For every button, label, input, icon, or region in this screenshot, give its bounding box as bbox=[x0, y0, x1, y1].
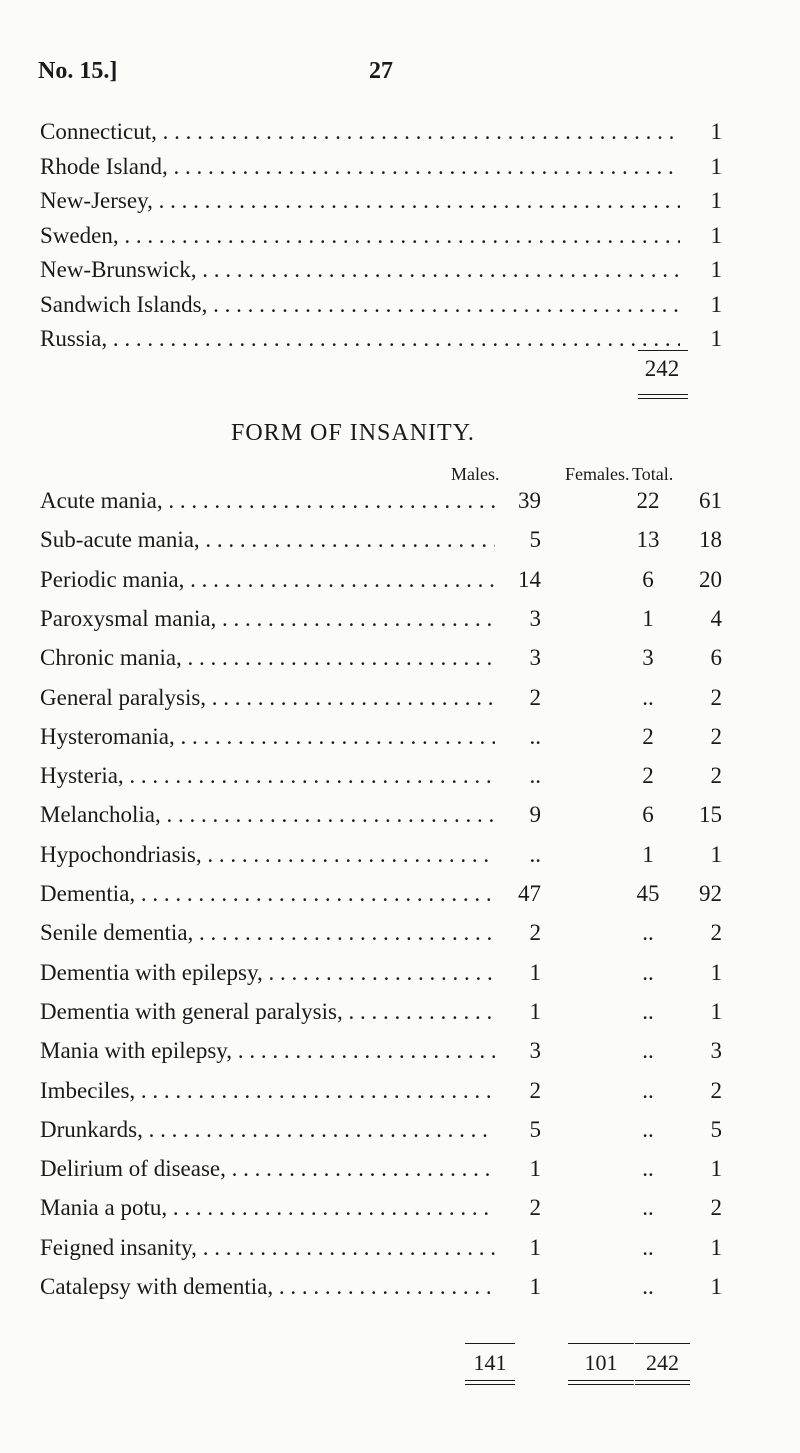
males-value: 5 bbox=[529, 527, 541, 553]
females-value: .. bbox=[642, 1156, 654, 1182]
females-value: 3 bbox=[642, 645, 654, 671]
origin-count: 1 bbox=[710, 291, 722, 317]
form-label: Chronic mania, . . . bbox=[40, 644, 495, 672]
males-value: 3 bbox=[529, 605, 541, 631]
form-label: General paralysis, . . . bbox=[40, 684, 495, 712]
origin-label: New-Brunswick, . . . bbox=[40, 256, 680, 284]
table-row bbox=[40, 1273, 730, 1301]
table-row bbox=[40, 959, 730, 987]
form-label: Delirium of disease, . . . bbox=[40, 1155, 495, 1183]
table-row bbox=[40, 919, 730, 947]
females-value: .. bbox=[642, 1195, 654, 1221]
females-value: .. bbox=[642, 1274, 654, 1299]
total-value: 2 bbox=[710, 723, 722, 749]
total-value: 1 bbox=[710, 1234, 722, 1260]
table-row bbox=[40, 880, 730, 908]
total-value: 5 bbox=[710, 1116, 722, 1142]
females-value: .. bbox=[642, 1116, 654, 1142]
table-row bbox=[40, 1037, 730, 1065]
females-value: .. bbox=[642, 920, 654, 946]
table-row bbox=[40, 1116, 730, 1144]
males-value: 47 bbox=[518, 881, 541, 906]
total-value: 2 bbox=[710, 1077, 722, 1103]
form-label: Hysteromania, . . . bbox=[40, 723, 495, 751]
females-double-rule bbox=[568, 1380, 634, 1385]
females-value: 22 bbox=[636, 488, 660, 513]
origin-label: Russia, . . . bbox=[40, 325, 680, 353]
origin-label: Rhode Island, . . . bbox=[40, 153, 680, 181]
list-item bbox=[40, 187, 730, 215]
form-label: Hysteria, . . . bbox=[40, 762, 495, 790]
males-value: 2 bbox=[529, 1077, 541, 1103]
origin-total: 242 bbox=[644, 356, 680, 381]
section-title: FORM OF INSANITY. bbox=[231, 420, 475, 446]
males-value: 3 bbox=[529, 1038, 541, 1064]
males-value: 2 bbox=[529, 920, 541, 946]
table-row bbox=[40, 1194, 730, 1222]
females-value: .. bbox=[642, 1234, 654, 1260]
total-value: 15 bbox=[699, 802, 722, 828]
males-value: .. bbox=[529, 763, 541, 789]
total-value: 1 bbox=[710, 841, 722, 867]
females-value: .. bbox=[642, 1038, 654, 1064]
total-value: 3 bbox=[710, 1038, 722, 1064]
origin-label: Sweden, . . . bbox=[40, 222, 680, 250]
form-label: Dementia with general paralysis, . . . bbox=[40, 998, 495, 1026]
list-item bbox=[40, 256, 730, 284]
table-row bbox=[40, 566, 730, 594]
males-double-rule bbox=[465, 1380, 515, 1385]
total-males: 141 bbox=[473, 1350, 507, 1375]
total-value: 1 bbox=[710, 1156, 722, 1182]
table-row bbox=[40, 644, 730, 672]
males-value: 9 bbox=[529, 802, 541, 828]
females-value: .. bbox=[642, 684, 654, 710]
origin-count: 1 bbox=[710, 222, 722, 248]
table-row bbox=[40, 487, 730, 515]
list-item bbox=[40, 153, 730, 181]
table-row bbox=[40, 1155, 730, 1183]
total-value: 2 bbox=[710, 920, 722, 946]
males-value: 2 bbox=[529, 684, 541, 710]
total-females: 101 bbox=[584, 1350, 618, 1375]
origin-count: 1 bbox=[710, 153, 722, 179]
table-row bbox=[40, 762, 730, 790]
form-label: Imbeciles, . . . bbox=[40, 1077, 495, 1105]
females-value: .. bbox=[642, 998, 654, 1024]
males-sum-rule bbox=[465, 1343, 515, 1344]
column-header-males: Males. bbox=[451, 464, 500, 484]
males-value: 1 bbox=[529, 998, 541, 1024]
form-label: Dementia, . . . bbox=[40, 880, 495, 908]
list-item bbox=[40, 222, 730, 250]
form-label: Dementia with epilepsy, . . . bbox=[40, 959, 495, 987]
form-label: Feigned insanity, . . . bbox=[40, 1234, 495, 1262]
females-value: 1 bbox=[642, 605, 654, 631]
form-label: Melancholia, . . . bbox=[40, 801, 495, 829]
form-label: Sub-acute mania, . . . bbox=[40, 526, 495, 554]
origin-label: Connecticut, . . . bbox=[40, 118, 680, 146]
form-label: Paroxysmal mania, . . . bbox=[40, 605, 495, 633]
males-value: 5 bbox=[529, 1116, 541, 1142]
males-value: 1 bbox=[529, 1156, 541, 1182]
total-value: 18 bbox=[699, 527, 722, 553]
origin-label: Sandwich Islands, . . . bbox=[40, 291, 680, 319]
table-row bbox=[40, 841, 730, 869]
list-item bbox=[40, 291, 730, 319]
list-item bbox=[40, 118, 730, 146]
males-value: 39 bbox=[518, 488, 541, 513]
males-value: .. bbox=[529, 723, 541, 749]
table-row bbox=[40, 605, 730, 633]
total-all: 242 bbox=[646, 1350, 679, 1375]
females-value: 13 bbox=[636, 527, 660, 553]
table-row bbox=[40, 1234, 730, 1262]
females-value: 2 bbox=[642, 723, 654, 749]
total-value: 20 bbox=[699, 566, 722, 592]
total-value: 2 bbox=[710, 1195, 722, 1221]
total-value: 1 bbox=[710, 998, 722, 1024]
total-value: 1 bbox=[710, 959, 722, 985]
females-value: 6 bbox=[642, 566, 654, 592]
issue-number: No. 15.] bbox=[38, 58, 118, 84]
females-value: 1 bbox=[642, 841, 654, 867]
page-number: 27 bbox=[369, 58, 393, 84]
form-label: Periodic mania, . . . bbox=[40, 566, 495, 594]
form-label: Mania a potu, . . . bbox=[40, 1194, 495, 1222]
table-row bbox=[40, 526, 730, 554]
table-row bbox=[40, 723, 730, 751]
table-row bbox=[40, 1077, 730, 1105]
males-value: 1 bbox=[529, 959, 541, 985]
table-row bbox=[40, 801, 730, 829]
origin-count: 1 bbox=[710, 257, 722, 282]
table-row bbox=[40, 998, 730, 1026]
females-value: 6 bbox=[642, 802, 654, 828]
table-row bbox=[40, 684, 730, 712]
males-value: 1 bbox=[529, 1234, 541, 1260]
column-header-females: Females. bbox=[565, 464, 630, 484]
form-label: Drunkards, . . . bbox=[40, 1116, 495, 1144]
males-value: 2 bbox=[529, 1195, 541, 1221]
females-value: 2 bbox=[642, 763, 654, 789]
form-label: Acute mania, . . . bbox=[40, 487, 495, 515]
total-double-rule bbox=[635, 1380, 690, 1385]
origin-count: 1 bbox=[710, 326, 722, 351]
form-label: Mania with epilepsy, . . . bbox=[40, 1037, 495, 1065]
total-value: 92 bbox=[699, 881, 722, 906]
total-value: 6 bbox=[710, 645, 722, 671]
males-value: .. bbox=[529, 841, 541, 867]
females-value: .. bbox=[642, 959, 654, 985]
females-sum-rule bbox=[568, 1343, 634, 1344]
form-label: Senile dementia, . . . bbox=[40, 919, 495, 947]
total-value: 2 bbox=[710, 763, 722, 789]
total-value: 4 bbox=[710, 605, 722, 631]
origin-sum-rule bbox=[638, 350, 688, 351]
females-value: 45 bbox=[636, 881, 660, 906]
origin-count: 1 bbox=[710, 188, 722, 213]
column-header-total: Total. bbox=[632, 464, 674, 484]
males-value: 1 bbox=[529, 1274, 541, 1299]
total-value: 61 bbox=[699, 488, 722, 513]
total-sum-rule bbox=[635, 1343, 690, 1344]
form-label: Hypochondriasis, . . . bbox=[40, 841, 495, 869]
total-value: 1 bbox=[710, 1274, 722, 1299]
females-value: .. bbox=[642, 1077, 654, 1103]
total-value: 2 bbox=[710, 684, 722, 710]
origin-label: New-Jersey, . . . bbox=[40, 187, 680, 215]
origin-total-double-rule bbox=[638, 394, 688, 399]
origin-count: 1 bbox=[710, 119, 722, 144]
list-item bbox=[40, 325, 730, 353]
males-value: 14 bbox=[518, 566, 541, 592]
form-label: Catalepsy with dementia, . . . bbox=[40, 1273, 495, 1301]
males-value: 3 bbox=[529, 645, 541, 671]
